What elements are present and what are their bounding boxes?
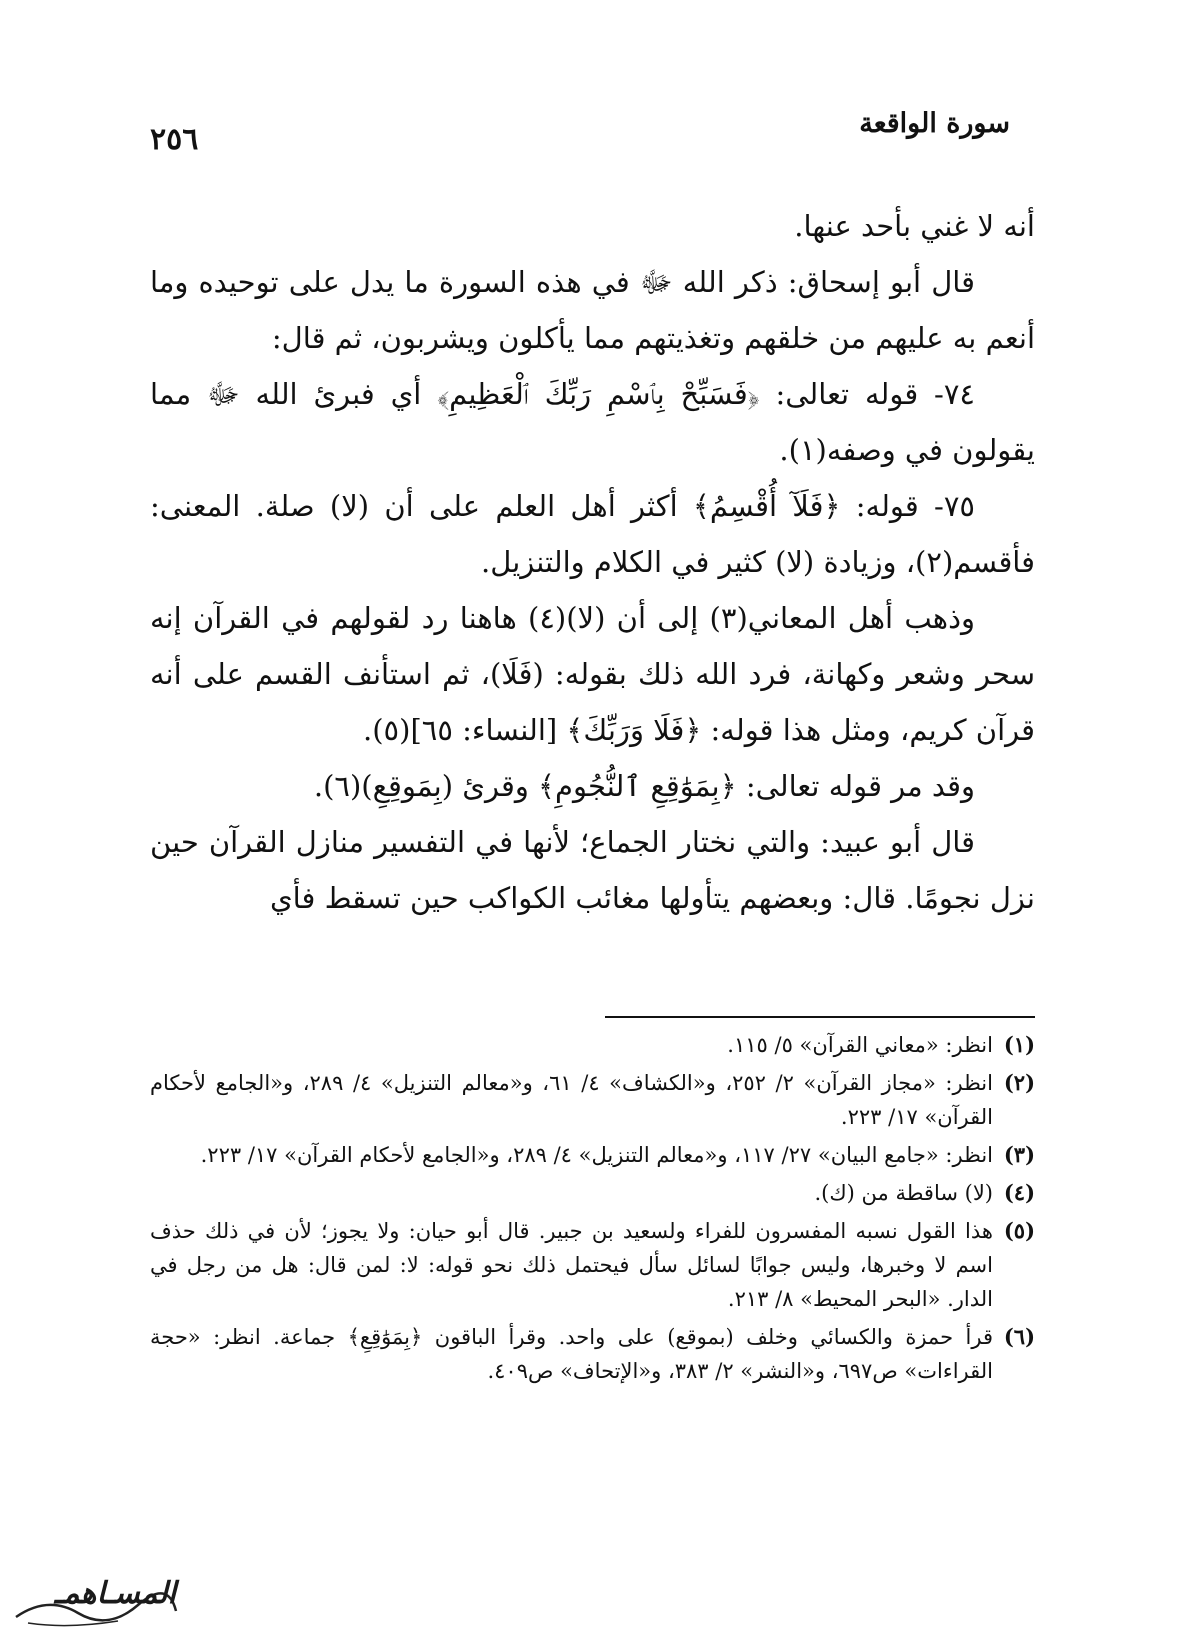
- footnote: [150, 1066, 1035, 1134]
- footnote: [150, 1138, 1035, 1172]
- paragraph: قال أبو إسحاق: ذكر الله ﷻ في هذه السورة ما يدل على توحيده وما أنعم به عليهم من خلقهم وتغذيتهم مما يأكلون ويشربون، ثم قال:: [150, 265, 1035, 355]
- footnote: [150, 1028, 1035, 1062]
- footnote-text: انظر: «جامع البيان» ٢٧/ ١١٧، و«معالم التنزيل» ٤/ ٢٨٩، و«الجامع لأحكام القرآن» ١٧/ ٢٢٣.: [200, 1143, 993, 1167]
- paragraph: ٧٤- قوله تعالى: ﴿فَسَبِّحْ بِٱسْمِ رَبِّكَ ٱلْعَظِيمِ﴾ أي فبرئ الله ﷻ مما يقولون في وصفه(١).: [150, 377, 1035, 467]
- footnote-number: (٤): [1003, 1180, 1035, 1205]
- footnote-text: انظر: «معاني القرآن» ٥/ ١١٥.: [727, 1033, 993, 1057]
- footnote-number: (٦): [1003, 1324, 1035, 1349]
- paragraph: أنه لا غني بأحد عنها.: [794, 209, 1035, 243]
- watermark-logo-graphic: [8, 1565, 183, 1635]
- footnote-text: هذا القول نسبه المفسرون للفراء ولسعيد بن جبير. قال أبو حيان: ولا يجوز؛ لأن في ذلك حذف اسم لا وخبرها، وليس جوابًا لسائل سأل فيحتمل ذلك نحو قوله: لا: لمن قال: هل من رجل في الدار. «البحر المحيط» ٨/ ٢١٣.: [150, 1219, 993, 1311]
- footnote-separator: [605, 1016, 1035, 1018]
- footnote: [150, 1176, 1035, 1210]
- paragraph: ٧٥- قوله: ﴿فَلَآ أُقْسِمُ﴾ أكثر أهل العلم على أن (لا) صلة. المعنى: فأقسم(٢)، وزيادة (لا) كثير في الكلام والتنزيل.: [150, 489, 1035, 579]
- footnote: [150, 1214, 1035, 1316]
- footnotes: [150, 1028, 1035, 1392]
- paragraph: وقد مر قوله تعالى: ﴿بِمَوَٰقِعِ ٱلنُّجُومِ﴾ وقرئ (بِمَوقِعِ)(٦).: [313, 769, 975, 803]
- paragraph: وذهب أهل المعاني(٣) إلى أن (لا)(٤) هاهنا رد لقولهم في القرآن إنه سحر وشعر وكهانة، فرد الله ذلك بقوله: (فَلَا)، ثم استأنف القسم على أنه قرآن كريم، ومثل هذا قوله: ﴿فَلَا وَرَبِّكَ﴾ [النساء: ٦٥](٥).: [150, 601, 1035, 747]
- footnote-number: (٣): [1003, 1142, 1035, 1167]
- page-number: ٢٥٦: [150, 122, 199, 157]
- footnote-text: (لا) ساقطة من (ك).: [814, 1181, 993, 1205]
- watermark-text: المسـاهمـ: [54, 1576, 176, 1611]
- footnote-number: (٥): [1003, 1218, 1035, 1243]
- footnote-text: انظر: «مجاز القرآن» ٢/ ٢٥٢، و«الكشاف» ٤/ ٦١، و«معالم التنزيل» ٤/ ٢٨٩، و«الجامع لأحكام القرآن» ١٧/ ٢٢٣.: [150, 1071, 993, 1129]
- footnote-number: (١): [1003, 1032, 1035, 1057]
- footnote: [150, 1320, 1035, 1388]
- page-header: [150, 108, 1010, 158]
- footnote-text: قرأ حمزة والكسائي وخلف (بموقع) على واحد. وقرأ الباقون ﴿بِمَوَٰقِعِ﴾ جماعة. انظر: «حجة القراءات» ص٦٩٧، و«النشر» ٢/ ٣٨٣، و«الإتحاف» ص٤٠٩.: [150, 1325, 993, 1383]
- footnote-number: (٢): [1003, 1070, 1035, 1095]
- paragraph: قال أبو عبيد: والتي نختار الجماع؛ لأنها في التفسير منازل القرآن حين نزل نجومًا. قال: وبعضهم يتأولها مغائب الكواكب حين تسقط فأي: [150, 825, 1035, 915]
- main-text: [150, 198, 1035, 926]
- surah-title: سورة الواقعة: [859, 108, 1010, 139]
- watermark-logo: [8, 1565, 183, 1635]
